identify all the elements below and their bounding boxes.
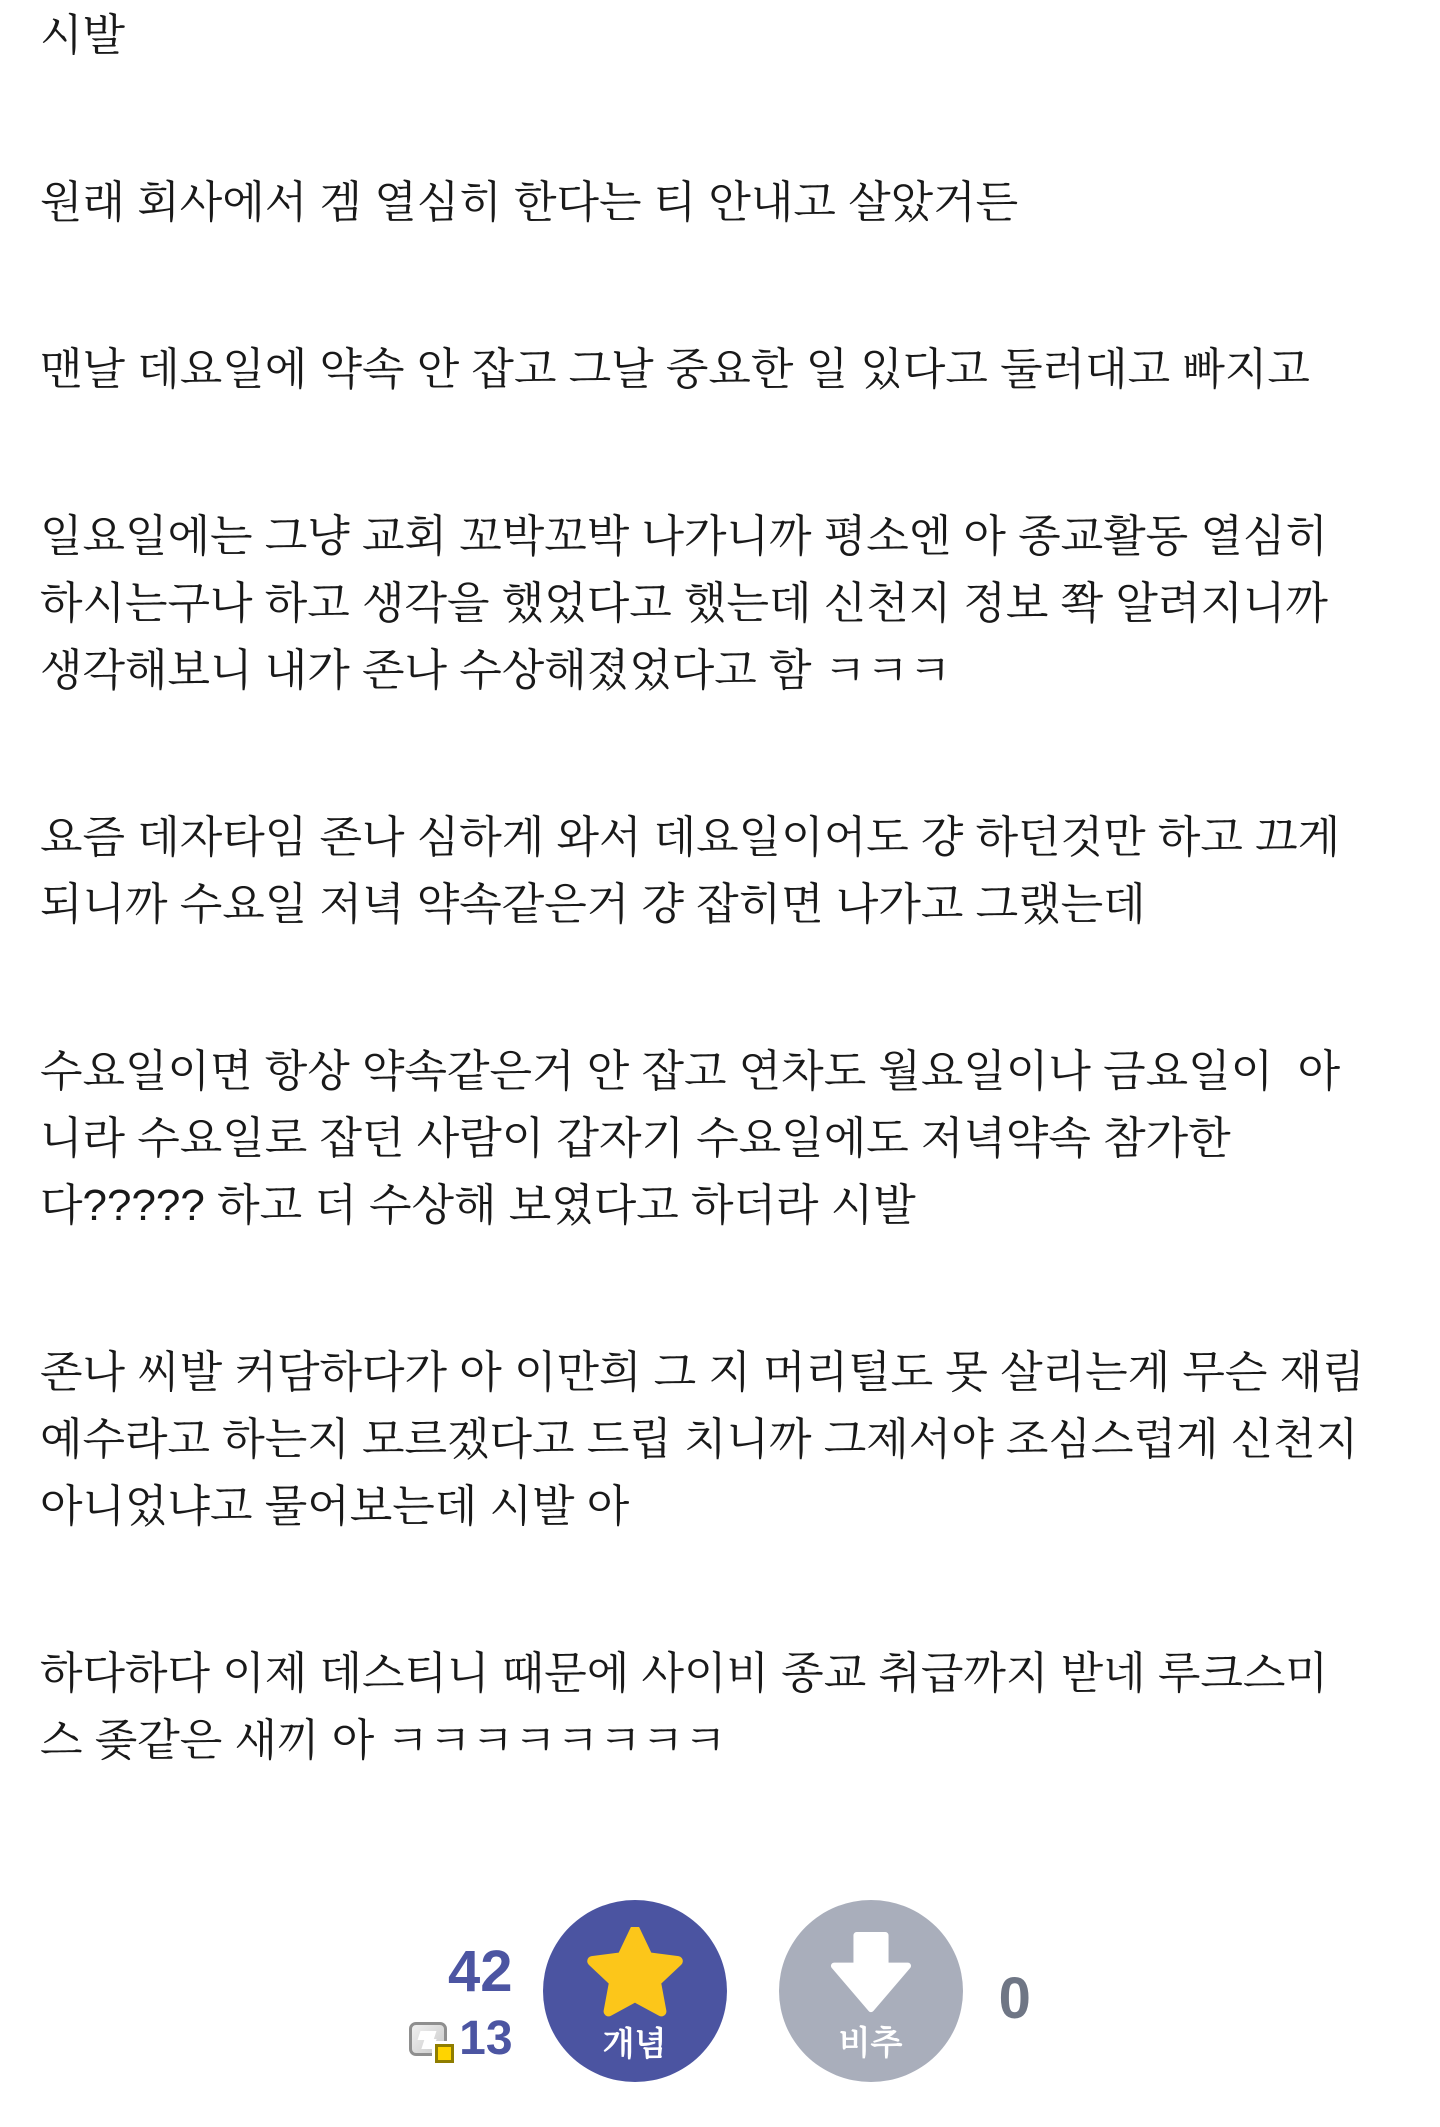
paragraph <box>40 2 1400 69</box>
post-line: 생각해보니 내가 존나 수상해졌었다고 함 ㅋㅋㅋ <box>40 646 952 695</box>
upvote-button[interactable] <box>543 1900 727 2082</box>
post-line: 니라 수요일로 잡던 사람이 갑자기 수요일에도 저녁약속 참가한 <box>40 1114 1231 1163</box>
downvote-button[interactable] <box>779 1900 963 2082</box>
post-line: 아니었냐고 물어보는데 시발 아 <box>40 1482 630 1531</box>
post-line: 하시는구나 하고 생각을 했었다고 했는데 신천지 정보 쫙 알려지니까 <box>40 579 1328 628</box>
paragraph <box>40 1339 1400 1540</box>
upvote-counts <box>409 1939 513 2065</box>
upvote-fixed-row <box>409 2012 513 2065</box>
post-line: 하다하다 이제 데스티니 때문에 사이비 종교 취급까지 받네 루크스미 <box>40 1649 1328 1698</box>
post-line: 스 좆같은 새끼 아 ㅋㅋㅋㅋㅋㅋㅋㅋ <box>40 1716 727 1765</box>
downvote-button-label: 비추 <box>838 2023 903 2061</box>
post-line: 존나 씨발 커담하다가 아 이만희 그 지 머리털도 못 살리는게 무슨 재림 <box>40 1348 1365 1397</box>
paragraph <box>40 503 1400 704</box>
down-arrow-icon <box>826 1928 916 2018</box>
paragraph <box>40 804 1400 938</box>
post-line: 되니까 수요일 저녁 약속같은거 걍 잡히면 나가고 그랬는데 <box>40 880 1146 929</box>
post-line: 예수라고 하는지 모르겠다고 드립 치니까 그제서야 조심스럽게 신천지 <box>40 1415 1359 1464</box>
gallog-badge-icon <box>409 2022 447 2056</box>
post-line: 요즘 데자타임 존나 심하게 와서 데요일이어도 걍 하던것만 하고 끄게 <box>40 813 1341 862</box>
paragraph <box>40 1038 1400 1239</box>
post-line: 원래 회사에서 겜 열심히 한다는 티 안내고 살았거든 <box>40 178 1019 227</box>
paragraph <box>40 336 1400 403</box>
vote-section <box>40 1900 1400 2082</box>
post-line: 일요일에는 그냥 교회 꼬박꼬박 나가니까 평소엔 아 종교활동 열심히 <box>40 512 1328 561</box>
upvote-count: 42 <box>448 1939 513 2004</box>
post-line: 수요일이면 항상 약속같은거 안 잡고 연차도 월요일이나 금요일이 아 <box>40 1047 1341 1096</box>
post-line: 시발 <box>40 11 126 60</box>
post-line: 맨날 데요일에 약속 안 잡고 그날 중요한 일 있다고 둘러대고 빠지고 <box>40 345 1310 394</box>
gallog-yellow-square <box>435 2044 454 2063</box>
paragraph <box>40 169 1400 236</box>
upvote-button-label: 개념 <box>602 2024 667 2062</box>
downvote-count: 0 <box>998 1966 1031 2031</box>
paragraph <box>40 1640 1400 1774</box>
post-line: 다????? 하고 더 수상해 보였다고 하더라 시발 <box>40 1181 916 1230</box>
star-icon <box>585 1927 685 2019</box>
upvote-fixed-count: 13 <box>459 2012 513 2065</box>
